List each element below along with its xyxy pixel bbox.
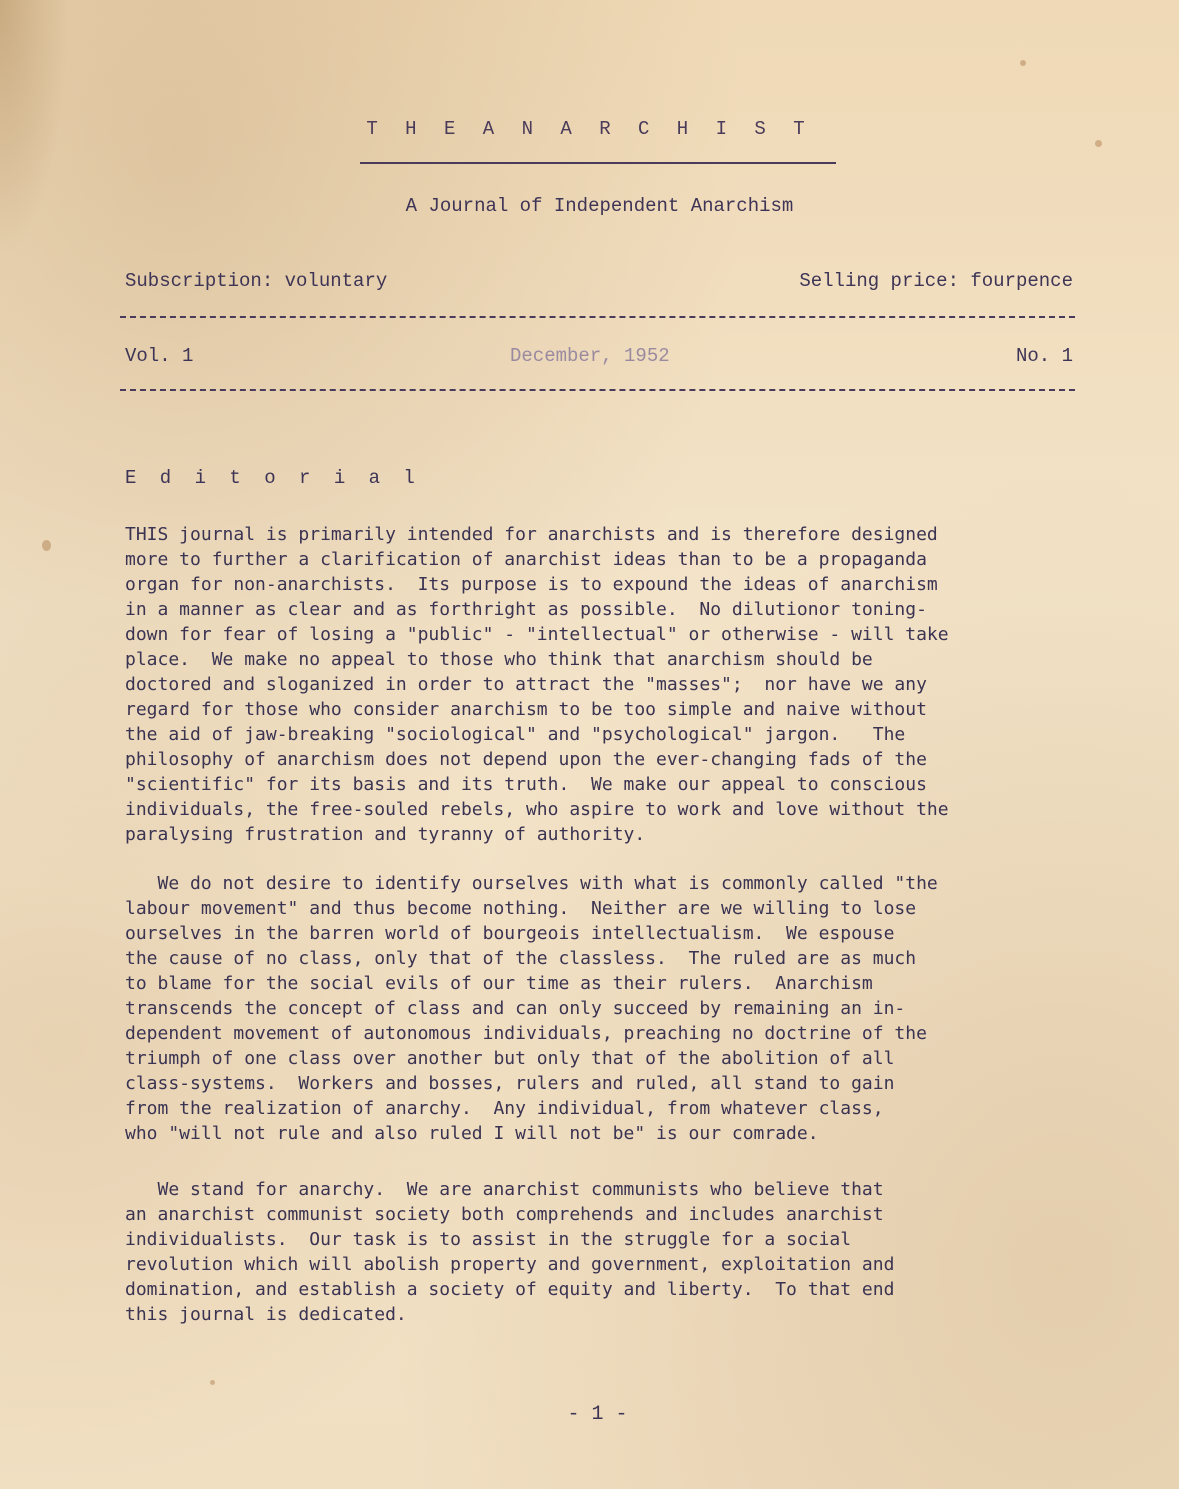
divider-top bbox=[120, 316, 1075, 318]
page-number: - 1 - bbox=[567, 1403, 628, 1426]
subscription-note: Subscription: voluntary bbox=[125, 270, 388, 292]
paper-spot bbox=[42, 540, 51, 551]
section-heading: E d i t o r i a l bbox=[125, 467, 421, 489]
volume-label: Vol. 1 bbox=[125, 345, 194, 367]
journal-subtitle: A Journal of Independent Anarchism bbox=[405, 195, 794, 217]
paper-spot bbox=[210, 1380, 215, 1385]
paper-spot bbox=[1020, 60, 1026, 66]
issue-date: December, 1952 bbox=[510, 345, 670, 367]
issue-number: No. 1 bbox=[1015, 345, 1073, 367]
selling-price: Selling price: fourpence bbox=[799, 270, 1073, 292]
title-underline bbox=[360, 162, 836, 164]
journal-title: T H E A N A R C H I S T bbox=[366, 118, 813, 140]
editorial-paragraph-2: We do not desire to identify ourselves with what is commonly called "the labour movement" and thus become nothing. Neither are we willing to lose ourselves in the barren world of bourgeois intellectualism. We espouse the cause of no class, only that of the classless. The ruled are as much to blame for the social evils of our time as their rulers. Anarchism transcends the concept of class and can only succeed by remaining an in- dependent movement of autonomous individuals, preaching no doctrine of the triumph of one class over another but only that of the abolition of all class-systems. Workers and bosses, rulers and ruled, all stand to gain from the realization of anarchy. Any individual, from whatever class, who "will not rule and also ruled I will not be" is our comrade. bbox=[125, 873, 938, 1144]
paper-spot bbox=[1095, 140, 1102, 147]
editorial-paragraph-3: We stand for anarchy. We are anarchist communists who believe that an anarchist communist society both comprehends and includes anarchist individualists. Our task is to assist in the struggle for a social revolution which will abolish property and government, exploitation and domination, and establish a society of equity and liberty. To that end this journal is dedicated. bbox=[125, 1179, 895, 1325]
divider-bottom bbox=[120, 389, 1075, 391]
editorial-paragraph-1: THIS journal is primarily intended for anarchists and is therefore designed more to further a clarification of anarchist ideas than to be a propaganda organ for non-anarchists. Its purpose is to expound the ideas of anarchism in a manner as clear and as forthright as possible. No dilutionor toning- down for fear of losing a "public" - "intellectual" or otherwise - will take place. We make no appeal to those who think that anarchism should be doctored and sloganized in order to attract the "masses"; nor have we any regard for those who consider anarchism to be too simple and naive without the aid of jaw-breaking "sociological" and "psychological" jargon. The philosophy of anarchism does not depend upon the ever-changing fads of the "scientific" for its basis and its truth. We make our appeal to conscious individuals, the free-souled rebels, who aspire to work and love without the paralysing frustration and tyranny of authority. bbox=[125, 524, 949, 845]
